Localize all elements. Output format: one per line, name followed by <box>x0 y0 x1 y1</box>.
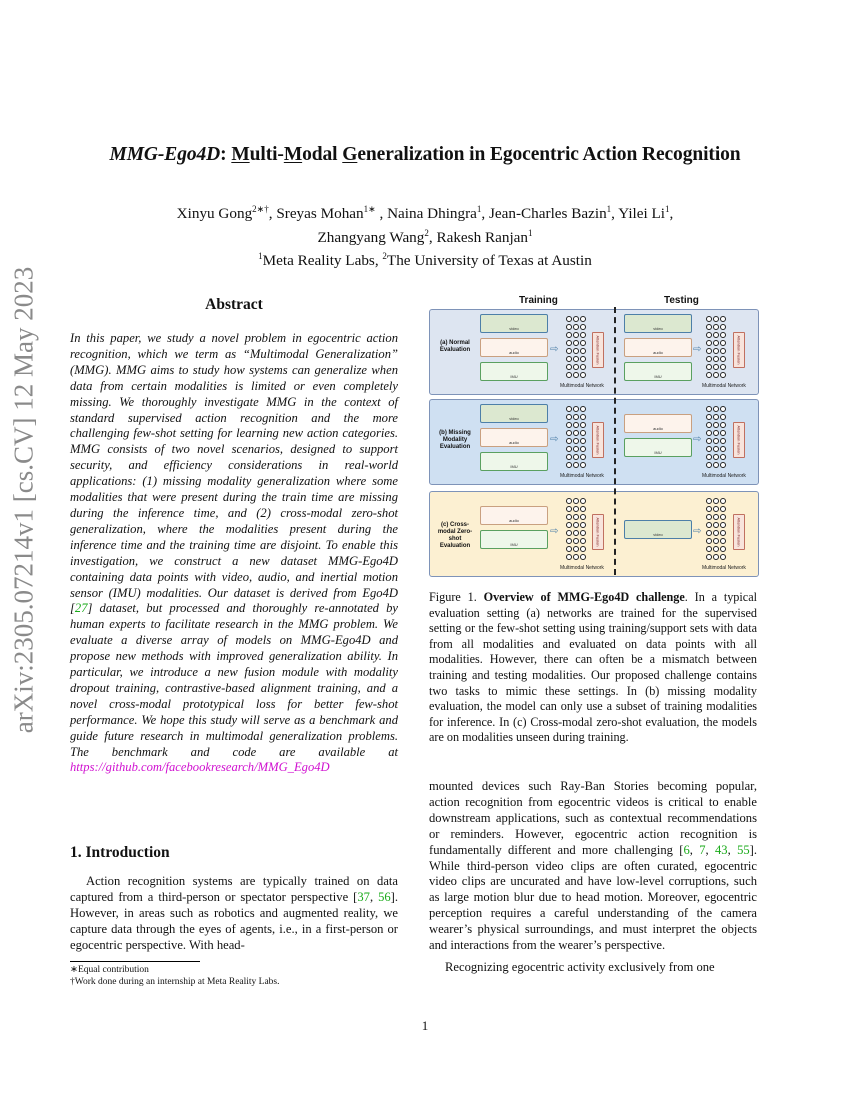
network-node <box>566 364 572 370</box>
network-node <box>573 538 579 544</box>
network-node <box>706 514 712 520</box>
footnote-equal-contribution: ∗Equal contribution <box>70 965 149 975</box>
attention-fusion-block: Attention Fusion <box>733 514 745 550</box>
network-node <box>580 356 586 362</box>
network-node <box>706 364 712 370</box>
code-link[interactable]: https://github.com/facebookresearch/MMG_Ego4D <box>70 760 330 775</box>
modality-label: IMU <box>510 374 518 379</box>
network-node <box>720 538 726 544</box>
arrow-icon: ⇨ <box>550 526 559 537</box>
network-node <box>720 414 726 420</box>
network-node <box>566 546 572 552</box>
network-node <box>720 316 726 322</box>
network-node <box>713 430 719 436</box>
network-node <box>573 356 579 362</box>
network-node <box>573 446 579 452</box>
network-node <box>580 446 586 452</box>
network-node <box>580 332 586 338</box>
network-node <box>706 522 712 528</box>
network-node <box>566 430 572 436</box>
network-node <box>706 438 712 444</box>
body-paragraph: mounted devices such Ray-Ban Stories becoming popular, action recognition from egocentric videos is critical to enable downstream applications, such as contextual recommendations or reminders. However, egocentric action recognition is fundamentally different and more challenging [6, 7, 43, 55]. While third-person video clips are often curated, egocentric video clips are uncurated and have low-level corruptions, such as large motion blur due to head motion. Moreover, egocentric perception requires a careful understanding of the camera wearer’s physical surroundings, and must interpret the objects and interactions from the wearer’s perspective. <box>429 779 757 953</box>
network-graph <box>706 498 728 562</box>
abstract-text: In this paper, we study a novel problem in egocentric action recognition, which we term as “Multimodal Generalization” (MMG). MMG aims to study how systems can generalize when data from certain modalities is limited or even completely missing. We thoroughly investigate MMG in the context of standard supervised action recognition and the more challenging few-shot setting for learning new action categories. MMG consists of two novel scenarios, designed to support security, and efficiency considerations in real-world applications: (1) missing modality generalization where some modalities that were present during the train time are missing during the inference time, and (2) cross-modal zero-shot generalization, where the modalities present during the inference time and the training time are disjoint. To enable this investigation, we construct a new dataset MMG-Ego4D containing data points with video, audio, and inertial motion sensor (IMU) modalities. Our dataset is derived from Ego4D [27] dataset, but processed and thoroughly re-annotated by human experts to facilitate research in the MMG problem. We evaluate a diverse array of models on MMG-Ego4D and propose new methods with improved generalization ability. In particular, we introduce a new fusion module with modality dropout training, contrastive-based alignment training, and a novel cross-modal prototypical loss for better few-shot performance. We hope this study will serve as a benchmark and guide future research in multimodal generalization problems. The benchmark and code are available at <box>70 331 398 759</box>
modality-video <box>480 314 548 333</box>
modality-video <box>624 314 692 333</box>
modality-label: audio <box>653 350 663 355</box>
affiliations: $^1$Meta Reality Labs, $^2$The University of Texas at Austin <box>258 251 592 270</box>
network-node <box>713 546 719 552</box>
arrow-icon: ⇨ <box>550 434 559 445</box>
modality-imu <box>624 362 692 381</box>
network-node <box>720 530 726 536</box>
network-node <box>580 454 586 460</box>
network-node <box>566 324 572 330</box>
network-node <box>720 498 726 504</box>
network-label: Multimodal Network <box>702 565 746 571</box>
network-node <box>573 316 579 322</box>
network-node <box>706 506 712 512</box>
network-node <box>720 446 726 452</box>
network-node <box>573 414 579 420</box>
modality-audio <box>624 338 692 357</box>
network-node <box>720 514 726 520</box>
network-node <box>706 462 712 468</box>
modality-label: IMU <box>510 542 518 547</box>
network-node <box>706 406 712 412</box>
network-node <box>720 324 726 330</box>
authors-line-2: Zhangyang Wang$^2$, Rakesh Ranjan$^1$ <box>317 227 533 246</box>
network-node <box>573 522 579 528</box>
network-node <box>580 316 586 322</box>
network-node <box>580 514 586 520</box>
network-node <box>706 332 712 338</box>
modality-imu <box>480 530 548 549</box>
network-node <box>713 414 719 420</box>
network-node <box>573 554 579 560</box>
network-graph <box>706 316 728 380</box>
attention-fusion-block: Attention Fusion <box>592 332 604 368</box>
network-node <box>573 506 579 512</box>
page-number: 1 <box>421 1018 429 1033</box>
network-node <box>566 406 572 412</box>
network-node <box>713 356 719 362</box>
network-node <box>720 430 726 436</box>
modality-audio <box>480 506 548 525</box>
arrow-icon: ⇨ <box>693 344 702 355</box>
network-node <box>706 554 712 560</box>
network-node <box>573 324 579 330</box>
network-node <box>713 372 719 378</box>
network-label: Multimodal Network <box>560 473 604 479</box>
network-node <box>706 348 712 354</box>
modality-imu <box>480 362 548 381</box>
modality-audio <box>480 428 548 447</box>
network-node <box>713 406 719 412</box>
network-node <box>580 422 586 428</box>
figure-col-training: Training <box>519 295 558 306</box>
modality-imu <box>624 438 692 457</box>
network-node <box>713 340 719 346</box>
network-graph <box>706 406 728 470</box>
network-node <box>720 438 726 444</box>
network-node <box>573 348 579 354</box>
network-node <box>573 546 579 552</box>
abstract-heading: Abstract <box>205 296 263 313</box>
network-node <box>720 406 726 412</box>
footnote-internship: †Work done during an internship at Meta Reality Labs. <box>70 977 280 987</box>
network-label: Multimodal Network <box>702 383 746 389</box>
network-node <box>573 430 579 436</box>
network-node <box>566 348 572 354</box>
network-node <box>566 538 572 544</box>
modality-label: audio <box>653 426 663 431</box>
intro-paragraph: Action recognition systems are typically trained on data captured from a third-person or spectator perspective [37, 56]. However, in areas such as robotics and augmented reality, we capture data through the eyes of agents, i.e., in a first-person or egocentric perspective. With head- <box>70 874 399 952</box>
network-graph <box>566 406 588 470</box>
modality-label: video <box>509 416 519 421</box>
network-node <box>706 356 712 362</box>
modality-label: video <box>509 326 519 331</box>
network-node <box>720 356 726 362</box>
network-node <box>573 530 579 536</box>
network-node <box>580 430 586 436</box>
caption-title: Overview of MMG-Ego4D challenge <box>483 590 685 604</box>
right-column-body <box>429 779 757 976</box>
network-node <box>706 430 712 436</box>
network-node <box>566 462 572 468</box>
network-node <box>580 324 586 330</box>
network-node <box>706 538 712 544</box>
modality-video <box>624 520 692 539</box>
network-node <box>720 340 726 346</box>
network-node <box>706 498 712 504</box>
network-node <box>580 364 586 370</box>
network-node <box>580 522 586 528</box>
figure-caption: Figure 1. Overview of MMG-Ego4D challenge. In a typical evaluation setting (a) networks are trained for the supervised setting or the few-shot setting using training/support sets with data from all modalities and evaluated on data points with all modalities. However, there can often be a mismatch between training and testing modalities. Our proposed challenge contains two tasks to mimic these settings. In (b) missing modality evaluation, the model can only use a subset of training modalities for inference. In (c) Cross-modal zero-shot evaluation, the models are on modalities unseen during training. <box>429 590 757 745</box>
network-node <box>573 406 579 412</box>
network-node <box>573 364 579 370</box>
network-label: Multimodal Network <box>560 383 604 389</box>
network-node <box>580 340 586 346</box>
panel-c <box>429 491 759 577</box>
network-node <box>573 514 579 520</box>
network-node <box>580 498 586 504</box>
network-node <box>720 506 726 512</box>
network-node <box>580 530 586 536</box>
attention-fusion-block: Attention Fusion <box>733 422 745 458</box>
network-node <box>573 340 579 346</box>
arxiv-stamp <box>6 266 42 734</box>
network-node <box>566 422 572 428</box>
network-node <box>566 530 572 536</box>
authors-line-1: Xinyu Gong$^{2∗\dagger}$, Sreyas Mohan$^{1∗}$ , Naina Dhingra$^1$, Jean-Charles Bazin$^1$, Yilei Li$^1$, <box>176 204 674 223</box>
network-node <box>566 340 572 346</box>
network-node <box>720 546 726 552</box>
panel-label: (c) Cross-modal Zero-shot Evaluation <box>437 522 473 549</box>
train-test-divider <box>614 307 616 575</box>
footnote-rule <box>70 961 200 962</box>
panel-label: (a) Normal Evaluation <box>439 340 471 353</box>
network-node <box>566 356 572 362</box>
modality-audio <box>624 414 692 433</box>
modality-label: IMU <box>654 450 662 455</box>
network-node <box>566 438 572 444</box>
network-label: Multimodal Network <box>560 565 604 571</box>
figure-col-testing: Testing <box>664 295 699 306</box>
network-node <box>720 462 726 468</box>
network-node <box>580 538 586 544</box>
abstract-body <box>70 331 398 776</box>
panel-label: (b) Missing Modality Evaluation <box>439 430 471 450</box>
network-node <box>713 316 719 322</box>
network-node <box>580 372 586 378</box>
modality-imu <box>480 452 548 471</box>
modality-label: video <box>653 532 663 537</box>
network-graph <box>566 316 588 380</box>
modality-label: audio <box>509 518 519 523</box>
network-node <box>713 530 719 536</box>
arxiv-id: arXiv:2305.07214v1 [cs.CV] 12 May 2023 <box>8 266 39 734</box>
network-node <box>706 372 712 378</box>
network-node <box>720 422 726 428</box>
network-node <box>720 554 726 560</box>
network-node <box>713 522 719 528</box>
network-node <box>713 348 719 354</box>
network-node <box>713 514 719 520</box>
network-node <box>713 554 719 560</box>
network-node <box>713 462 719 468</box>
attention-fusion-block: Attention Fusion <box>592 514 604 550</box>
network-node <box>713 364 719 370</box>
panel-b <box>429 399 759 485</box>
network-node <box>566 554 572 560</box>
network-node <box>580 348 586 354</box>
arrow-icon: ⇨ <box>693 526 702 537</box>
author-block <box>0 200 850 271</box>
modality-label: IMU <box>510 464 518 469</box>
network-node <box>706 530 712 536</box>
panel-a <box>429 309 759 395</box>
network-node <box>713 446 719 452</box>
network-node <box>566 522 572 528</box>
network-node <box>713 324 719 330</box>
network-node <box>713 422 719 428</box>
network-node <box>580 546 586 552</box>
network-graph <box>566 498 588 562</box>
network-node <box>580 462 586 468</box>
modality-label: audio <box>509 350 519 355</box>
network-node <box>706 454 712 460</box>
network-node <box>713 506 719 512</box>
network-node <box>720 522 726 528</box>
network-node <box>566 414 572 420</box>
network-node <box>713 538 719 544</box>
attention-fusion-block: Attention Fusion <box>733 332 745 368</box>
network-node <box>713 332 719 338</box>
network-node <box>573 422 579 428</box>
modality-video <box>480 404 548 423</box>
modality-audio <box>480 338 548 357</box>
network-node <box>706 340 712 346</box>
section-heading-introduction: 1. Introduction <box>70 844 170 861</box>
network-node <box>713 438 719 444</box>
network-node <box>580 414 586 420</box>
network-node <box>566 446 572 452</box>
network-node <box>566 514 572 520</box>
network-node <box>580 406 586 412</box>
network-node <box>720 454 726 460</box>
network-node <box>720 364 726 370</box>
network-node <box>566 332 572 338</box>
network-node <box>573 438 579 444</box>
network-node <box>706 546 712 552</box>
network-node <box>706 446 712 452</box>
paper-title: MMG-Ego4D: Multi-Modal Generalization in Egocentric Action Recognition <box>109 144 741 165</box>
network-node <box>720 332 726 338</box>
network-node <box>706 324 712 330</box>
network-node <box>580 438 586 444</box>
network-node <box>566 498 572 504</box>
figure-1 <box>429 295 759 577</box>
network-node <box>566 454 572 460</box>
attention-fusion-block: Attention Fusion <box>592 422 604 458</box>
network-label: Multimodal Network <box>702 473 746 479</box>
network-node <box>566 372 572 378</box>
network-node <box>573 372 579 378</box>
network-node <box>706 422 712 428</box>
footnotes <box>70 964 280 988</box>
network-node <box>573 498 579 504</box>
network-node <box>720 372 726 378</box>
network-node <box>580 554 586 560</box>
network-node <box>580 506 586 512</box>
network-node <box>706 414 712 420</box>
arrow-icon: ⇨ <box>693 434 702 445</box>
modality-label: video <box>653 326 663 331</box>
network-node <box>573 462 579 468</box>
modality-label: audio <box>509 440 519 445</box>
network-node <box>706 316 712 322</box>
network-node <box>713 498 719 504</box>
network-node <box>566 316 572 322</box>
modality-label: IMU <box>654 374 662 379</box>
network-node <box>566 506 572 512</box>
network-node <box>573 454 579 460</box>
arrow-icon: ⇨ <box>550 344 559 355</box>
network-node <box>573 332 579 338</box>
network-node <box>713 454 719 460</box>
network-node <box>720 348 726 354</box>
body-paragraph: Recognizing egocentric activity exclusively from one <box>445 959 715 974</box>
